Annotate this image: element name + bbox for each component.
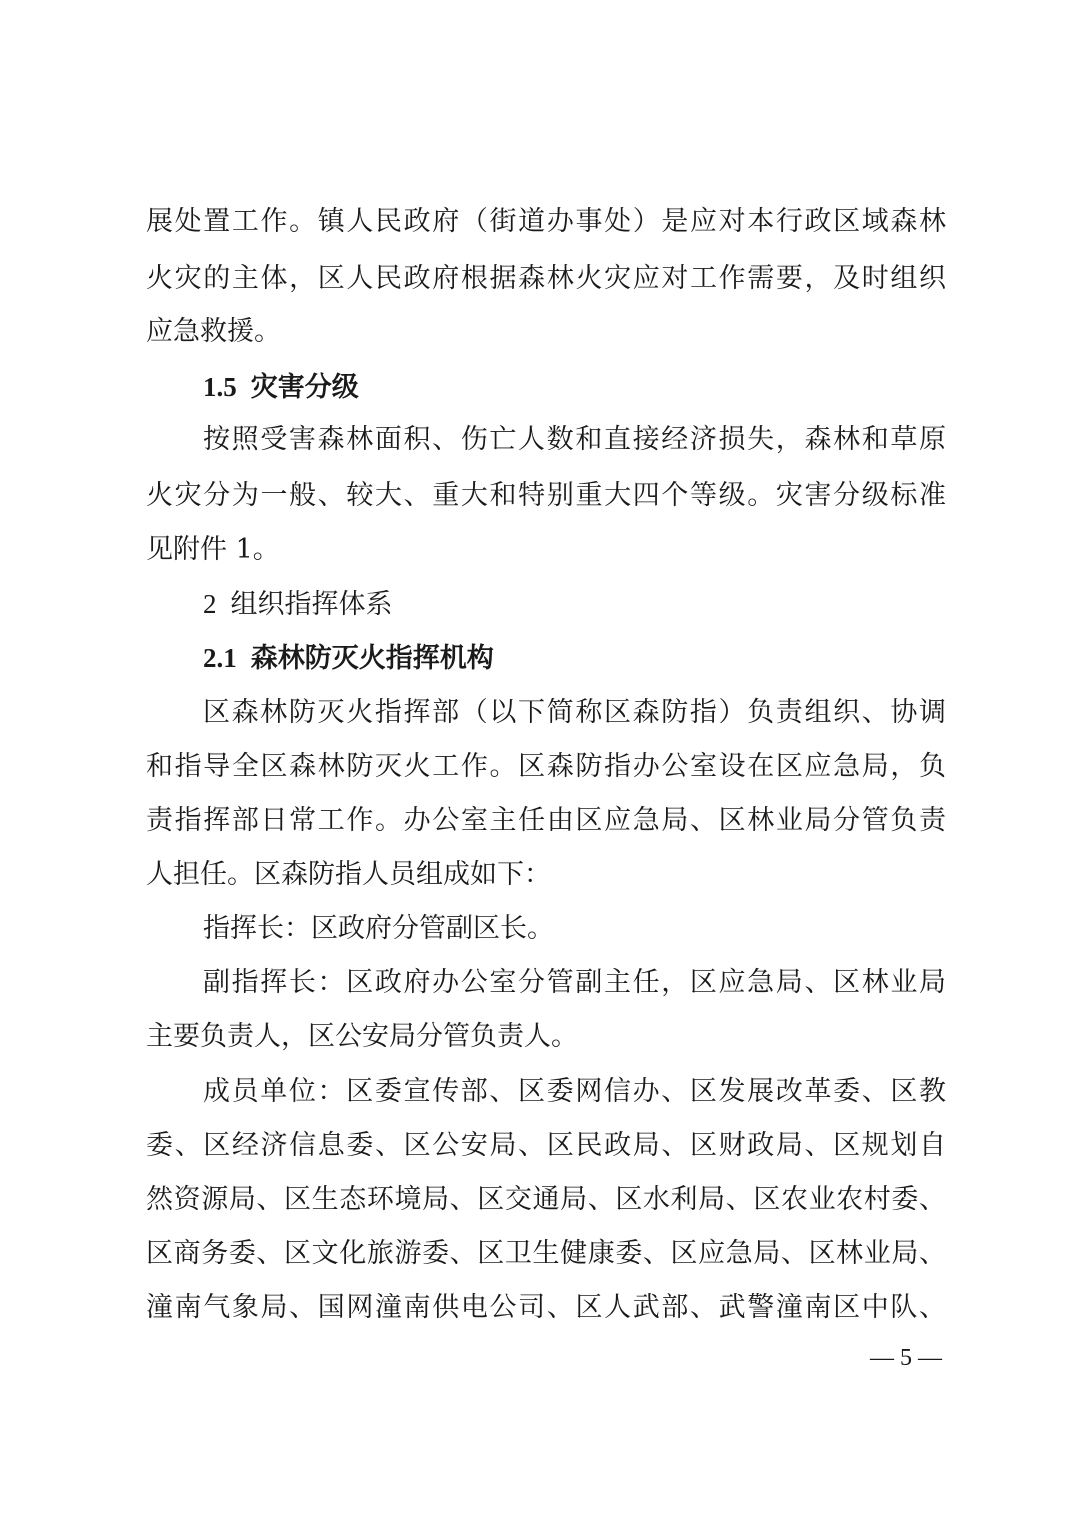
paragraph-1-line-1: 展处置工作。镇人民政府（街道办事处）是应对本行政区域森林 [146,206,946,237]
section-title: 灾害分级 [250,372,359,403]
section-number: 2 [203,589,217,619]
paragraph-6-line-4: 区商务委、区文化旅游委、区卫生健康委、区应急局、区林业局、 [146,1238,946,1269]
paragraph-1-line-3: 应急救援。 [146,316,281,347]
paragraph-3-line-4: 人担任。区森防指人员组成如下： [146,859,551,890]
paragraph-1-line-2: 火灾的主体，区人民政府根据森林火灾应对工作需要，及时组织 [146,263,946,294]
paragraph-6-line-5: 潼南气象局、国网潼南供电公司、区人武部、武警潼南区中队、 [146,1292,946,1323]
paragraph-3-line-3: 责指挥部日常工作。办公室主任由区应急局、区林业局分管负责 [146,805,946,836]
page-number: — 5 — [870,1345,942,1371]
paragraph-6-line-2: 委、区经济信息委、区公安局、区民政局、区财政局、区规划自 [146,1130,946,1161]
paragraph-3-line-1: 区森林防灭火指挥部（以下简称区森防指）负责组织、协调 [203,697,946,728]
section-heading-1-5 [203,371,359,403]
paragraph-2-line-1: 按照受害森林面积、伤亡人数和直接经济损失，森林和草原 [203,424,946,455]
section-title: 组织指挥体系 [230,589,393,620]
paragraph-4-line-1: 指挥长：区政府分管副区长。 [203,913,554,944]
paragraph-6-line-1: 成员单位：区委宣传部、区委网信办、区发展改革委、区教 [203,1076,946,1107]
section-heading-2-1 [203,642,494,674]
paragraph-2-line-2: 火灾分为一般、较大、重大和特别重大四个等级。灾害分级标准 [146,480,946,511]
paragraph-5-line-1: 副指挥长：区政府办公室分管副主任，区应急局、区林业局 [203,967,946,998]
section-heading-2 [203,588,393,620]
paragraph-6-line-3: 然资源局、区生态环境局、区交通局、区水利局、区农业农村委、 [146,1184,946,1215]
paragraph-2-line-3: 见附件 1。 [146,534,280,565]
section-number: 2.1 [203,643,237,673]
paragraph-5-line-2: 主要负责人，区公安局分管负责人。 [146,1021,578,1052]
paragraph-3-line-2: 和指导全区森林防灭火工作。区森防指办公室设在区应急局，负 [146,751,946,782]
section-title: 森林防灭火指挥机构 [250,643,494,674]
section-number: 1.5 [203,372,237,402]
